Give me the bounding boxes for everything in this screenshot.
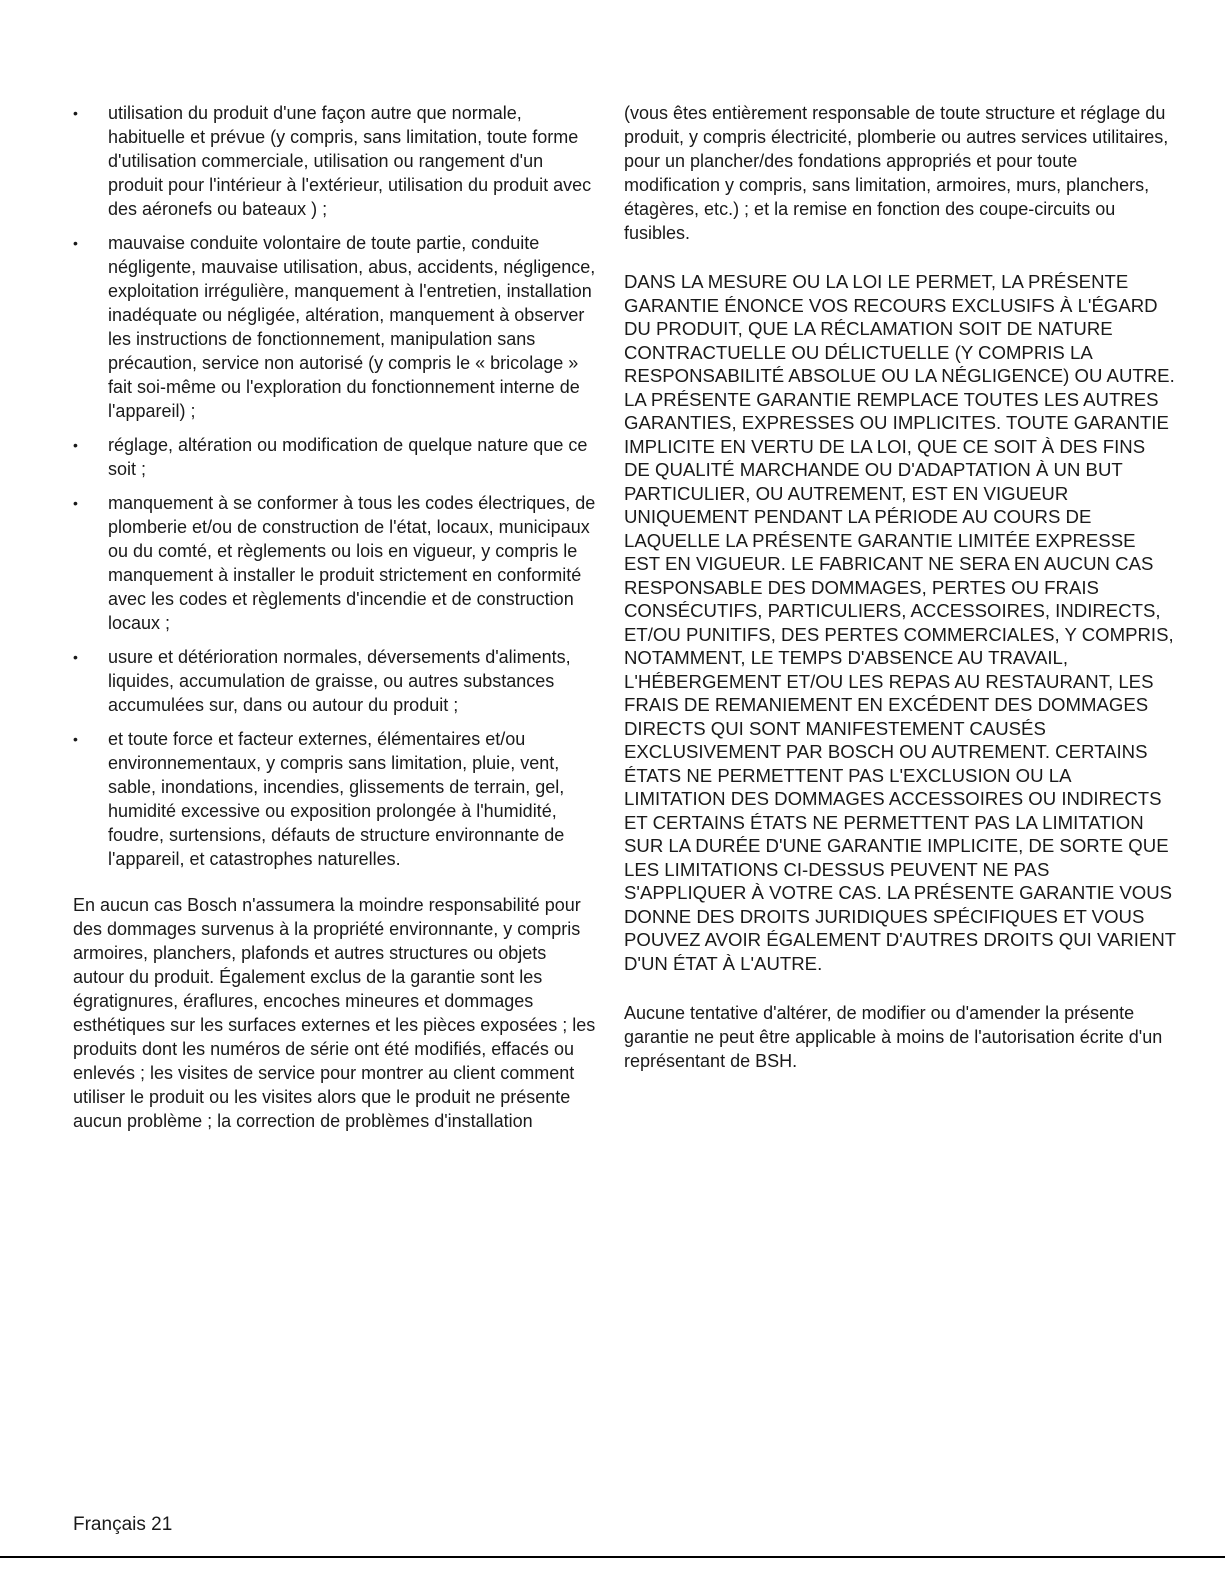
responsibility-paragraph: (vous êtes entièrement responsable de toute structure et réglage du produit, y compris électricité, plomberie ou autres services utilitaires, pour un plancher/des fondations appropriés et pour toute modification y compris, sans limitation, armoires, murs, planchers, étagères, etc.) ; et la remise en fonction des coupe-circuits ou fusibles. [624, 103, 1169, 243]
bullet-icon: • [73, 105, 78, 121]
right-column [624, 101, 1176, 1073]
bullet-icon: • [73, 437, 78, 453]
list-item [73, 727, 597, 871]
list-item [73, 433, 597, 481]
list-item [73, 645, 597, 717]
list-item [73, 491, 597, 635]
bullet-icon: • [73, 495, 78, 511]
list-item-text: mauvaise conduite volontaire de toute partie, conduite négligente, mauvaise utilisation, abus, accidents, négligence, exploitation irrégulière, manquement à l'entretien, installation inadéquate ou négligée, altération, manquement à observer les instructions de fonctionnement, manipulation sans précaution, service non autorisé (y compris le « bricolage » fait soi-même ou l'exploration du fonctionnement interne de l'appareil) ; [108, 233, 596, 421]
warranty-disclaimer-paragraph: DANS LA MESURE OU LA LOI LE PERMET, LA PRÉSENTE GARANTIE ÉNONCE VOS RECOURS EXCLUSIFS À L'ÉGARD DU PRODUIT, QUE LA RÉCLAMATION SOIT DE NATURE CONTRACTUELLE OU DÉLICTUELLE (Y COMPRIS LA RESPONSABILITÉ ABSOLUE OU LA NÉGLIGENCE) OU AUTRE. LA PRÉSENTE GARANTIE REMPLACE TOUTES LES AUTRES GARANTIES, EXPRESSES OU IMPLICITES. TOUTE GARANTIE IMPLICITE EN VERTU DE LA LOI, QUE CE SOIT À DES FINS DE QUALITÉ MARCHANDE OU D'ADAPTATION À UN BUT PARTICULIER, OU AUTREMENT, EST EN VIGUEUR UNIQUEMENT PENDANT LA PÉRIODE AU COURS DE LAQUELLE LA PRÉSENTE GARANTIE LIMITÉE EXPRESSE EST EN VIGUEUR. LE FABRICANT NE SERA EN AUCUN CAS RESPONSABLE DES DOMMAGES, PERTES OU FRAIS CONSÉCUTIFS, PARTICULIERS, ACCESSOIRES, INDIRECTS, ET/OU PUNITIFS, DES PERTES COMMERCIALES, Y COMPRIS, NOTAMMENT, LE TEMPS D'ABSENCE AU TRAVAIL, L'HÉBERGEMENT ET/OU LES REPAS AU RESTAURANT, LES FRAIS DE REMANIEMENT EN EXCÉDENT DES DOMMAGES DIRECTS QUI SONT MANIFESTEMENT CAUSÉS EXCLUSIVEMENT PAR BOSCH OU AUTREMENT. CERTAINS ÉTATS NE PERMETTENT PAS L'EXCLUSION OU LA LIMITATION DES DOMMAGES ACCESSOIRES OU INDIRECTS ET CERTAINS ÉTATS NE PERMETTENT PAS LA LIMITATION SUR LA DURÉE D'UNE GARANTIE IMPLICITE, DE SORTE QUE LES LIMITATIONS CI-DESSUS PEUVENT NE PAS S'APPLIQUER À VOTRE CAS. LA PRÉSENTE GARANTIE VOUS DONNE DES DROITS JURIDIQUES SPÉCIFIQUES ET VOUS POUVEZ AVOIR ÉGALEMENT D'AUTRES DROITS QUI VARIENT D'UN ÉTAT À L'AUTRE. [624, 271, 1176, 974]
list-item [73, 231, 597, 423]
list-item-text: usure et détérioration normales, déversements d'aliments, liquides, accumulation de graisse, ou autres substances accumulées sur, dans ou autour du produit ; [108, 647, 571, 715]
amendment-paragraph: Aucune tentative d'altérer, de modifier ou d'amender la présente garantie ne peut être applicable à moins de l'autorisation écrite d'un représentant de BSH. [624, 1003, 1163, 1071]
list-item-text: utilisation du produit d'une façon autre que normale, habituelle et prévue (y compris, sans limitation, toute forme d'utilisation commerciale, utilisation ou rangement d'un produit pour l'intérieur à l'extérieur, utilisation du produit avec des aéronefs ou bateaux ) ; [108, 103, 592, 219]
bullet-icon: • [73, 235, 78, 251]
list-item-text: manquement à se conformer à tous les codes électriques, de plomberie et/ou de construction de l'état, locaux, municipaux ou du comté, et règlements ou lois en vigueur, y compris le manquement à installer le produit strictement en conformité avec les codes et règlements d'incendie et de construction locaux ; [108, 493, 596, 633]
liability-paragraph: En aucun cas Bosch n'assumera la moindre responsabilité pour des dommages survenus à la propriété environnante, y compris armoires, planchers, plafonds et autres structures ou objets autour du produit. Également exclus de la garantie sont les égratignures, éraflures, encoches mineures et dommages esthétiques sur les surfaces externes et les pièces exposées ; les produits dont les numéros de série ont été modifiés, effacés ou enlevés ; les visites de service pour montrer au client comment utiliser le produit ou les visites alors que le produit ne présente aucun problème ; la correction de problèmes d'installation [73, 895, 596, 1131]
page-number: Français 21 [73, 1514, 173, 1535]
list-item-text: réglage, altération ou modification de quelque nature que ce soit ; [108, 435, 588, 479]
bullet-icon: • [73, 649, 78, 665]
list-item-text: et toute force et facteur externes, élémentaires et/ou environnementaux, y compris sans limitation, pluie, vent, sable, inondations, incendies, glissements de terrain, gel, humidité excessive ou exposition prolongée à l'humidité, foudre, surtensions, défauts de structure environnante de l'appareil, et catastrophes naturelles. [108, 729, 565, 869]
bottom-divider [0, 1556, 1225, 1558]
bullet-icon: • [73, 731, 78, 747]
exclusions-list [73, 101, 597, 871]
left-column [73, 101, 597, 1133]
list-item [73, 101, 597, 221]
